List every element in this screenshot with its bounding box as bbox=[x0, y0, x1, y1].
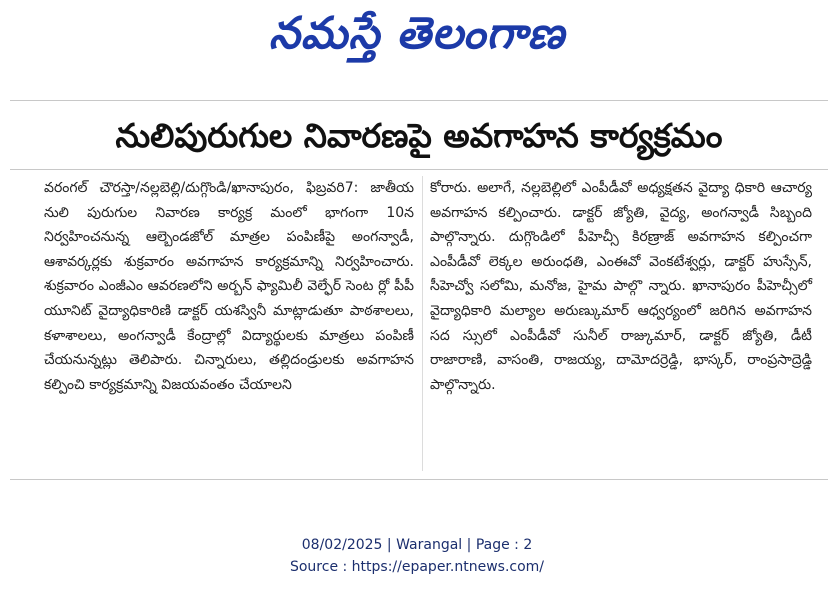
source-link[interactable]: Source : https://epaper.ntnews.com/ bbox=[289, 559, 545, 575]
headline-divider bbox=[10, 169, 828, 170]
edition-meta bbox=[0, 534, 834, 556]
footer-info bbox=[0, 534, 834, 578]
article-column-right: కోరారు. అలాగే, నల్లబెల్లిలో ఎంపీడీవో అధ్యక్షతన వైద్యా ధికారి ఆచార్య అవగాహన కల్పించారు. డాక్టర్ జ్యోతి, వైద్య, అంగన్వాడీ సిబ్బంది పాల్గొన్నారు. దుగ్గొండిలో పీహెచ్సీ కిరణ్రాజ్ అవగాహన కల్పించగా ఎంపీడీవో లెక్కల అరుంధతి, ఎంఈవో వెంకటేశ్వర్లు, డాక్టర్ హుస్సేన్, సీహెచ్వో సలోమి, మనోజ, హైమ పాల్గొ న్నారు. ఖానాపురం పీహెచ్సీలో వైద్యాధికారి మల్యాల అరుణ్కుమార్ ఆధ్వర్యంలో జరిగిన అవగాహన సద స్సులో ఎంపీడీవో సునీల్ రాజ్కుమార్, డాక్టర్ జ్యోతి, డీటీ రాజారాణి, వాసంతి, రాజయ్య, దామోదర్రెడ్డి, భాస్కర్, రాంప్రసాద్రెడ్డి పాల్గొన్నారు. bbox=[430, 180, 812, 393]
article-clipping bbox=[10, 100, 828, 480]
edition-name: Warangal bbox=[396, 537, 463, 553]
column-divider bbox=[422, 176, 423, 471]
article-headline: నులిపురుగుల నివారణపై అవగాహన కార్యక్రమం bbox=[115, 115, 723, 155]
article-column-left: వరంగల్ చౌరస్తా/నల్లబెల్లి/దుగ్గొండి/ఖానాపురం, ఫిబ్రవరి7: జాతీయ నులి పురుగుల నివారణ కార్యక్ర మంలో భాగంగా 10న నిర్వహించనున్న ఆల్బెండజోల్ మాత్రల పంపిణీపై అంగన్వాడీ, ఆశావర్కర్లకు శుక్రవారం అవగాహన కార్యక్రమాన్ని నిర్వహించారు. శుక్రవారం ఎంజీఎం ఆవరణలోని అర్బన్ ఫ్యామిలీ వెల్ఫేర్ సెంట ర్లో పీపీ యూనిట్ వైద్యాధికారిణి డాక్టర్ యశస్వినీ మాట్లాడుతూ పాఠశాలలు, కళాశాలలు, అంగన్వాడీ కేంద్రాల్లో విద్యార్థులకు మాత్రలు పంపిణీ చేయనున్నట్లు తెలిపారు. చిన్నారులు, తల్లిదండ్రులకు అవగాహన కల్పించి కార్యక్రమాన్ని విజయవంతం చేయాలని bbox=[44, 180, 414, 393]
edition-date: 08/02/2025 bbox=[301, 537, 383, 553]
meta-separator: | bbox=[462, 537, 476, 553]
page-number: Page : 2 bbox=[475, 537, 533, 553]
meta-separator: | bbox=[382, 537, 397, 553]
newspaper-logo-title: నమస్తే తెలంగాణ bbox=[268, 8, 566, 59]
masthead bbox=[0, 0, 834, 78]
